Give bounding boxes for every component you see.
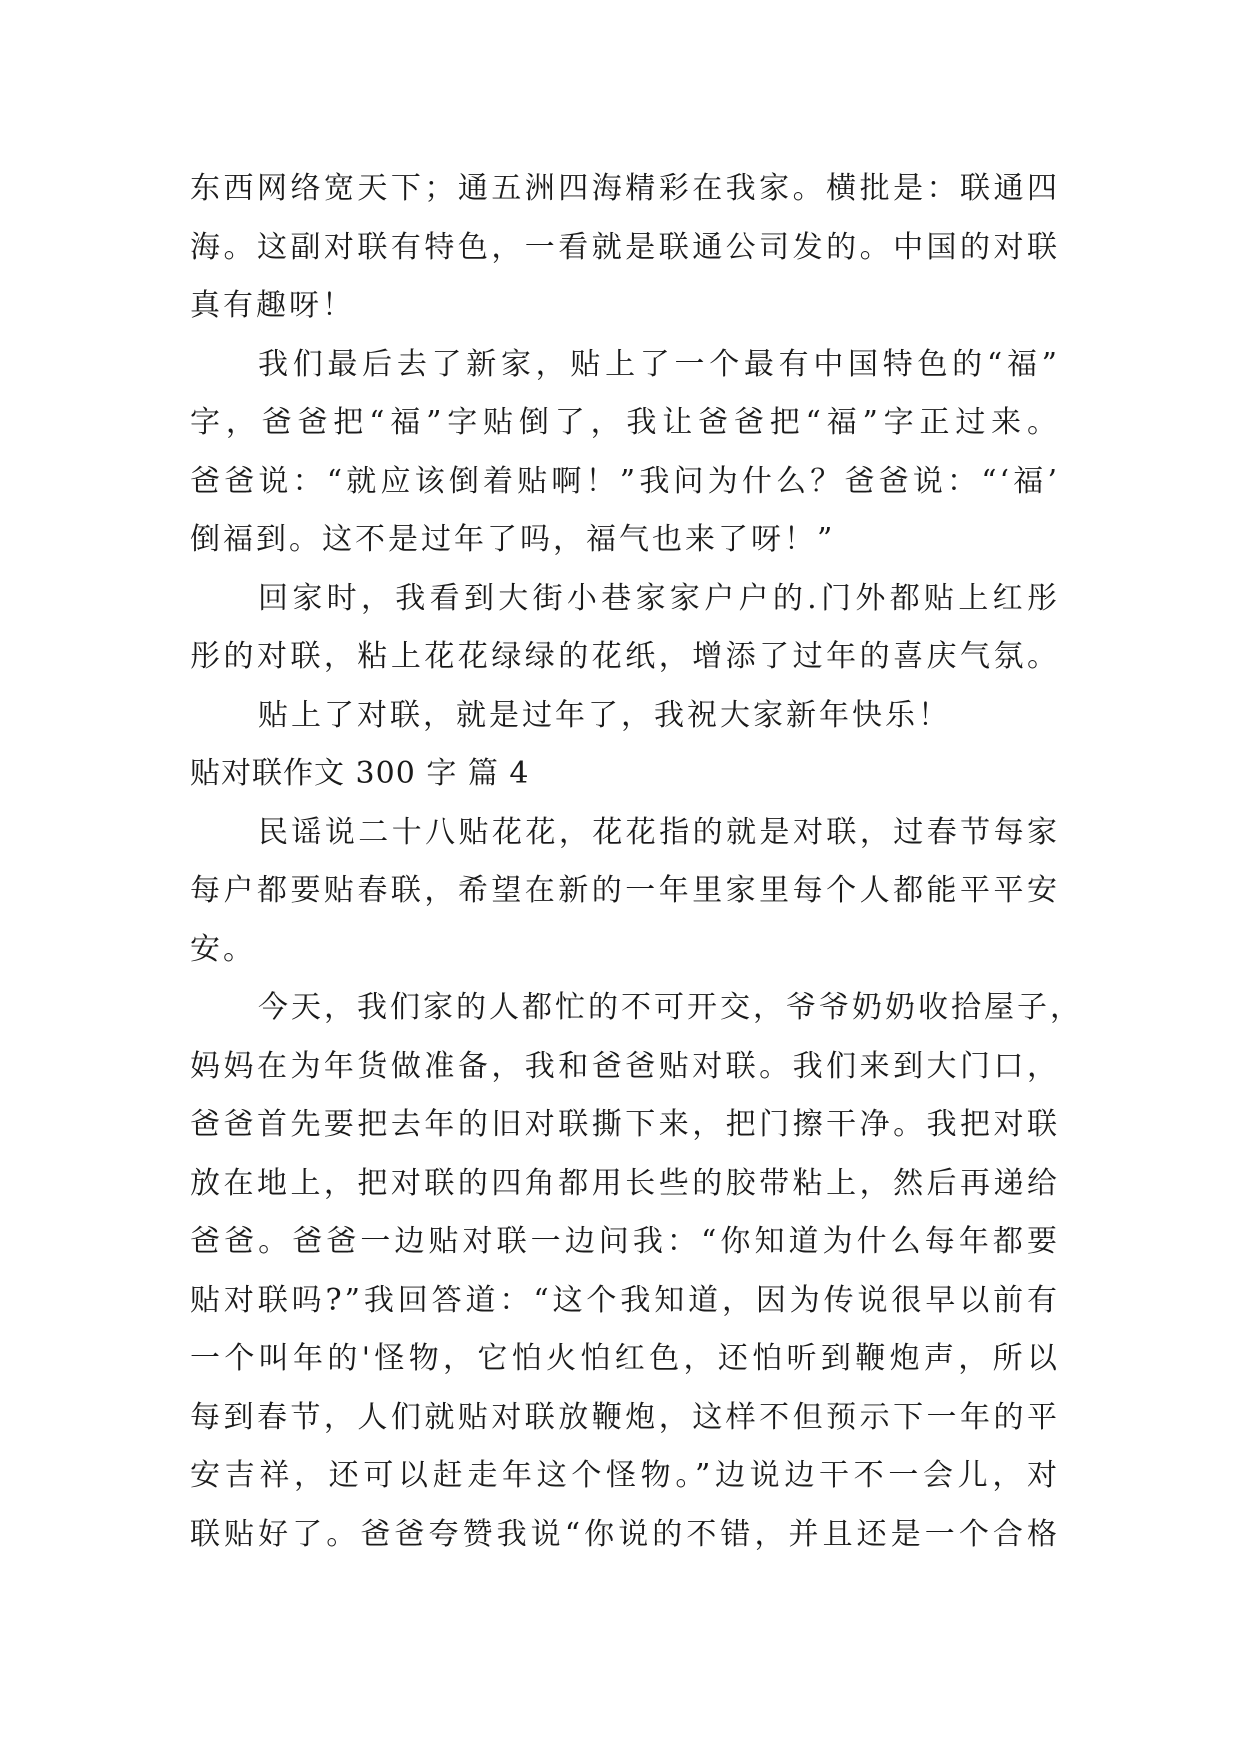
text-line: 今天，我们家的人都忙的不可开交，爷爷奶奶收拾屋子， xyxy=(258,990,1083,1025)
text-line: 字，爸爸把“福”字贴倒了，我让爸爸把“福”字正过来。 xyxy=(190,405,1060,440)
text-line: 一个叫年的'怪物，它怕火怕红色，还怕听到鞭炮声，所以 xyxy=(190,1341,1060,1376)
text-line: 安。 xyxy=(190,931,256,967)
text-line: 东西网络宽天下；通五洲四海精彩在我家。横批是：联通四 xyxy=(190,171,1060,206)
text-line: 我们最后去了新家，贴上了一个最有中国特色的“福” xyxy=(258,346,1060,382)
text-line: 真有趣呀！ xyxy=(190,288,355,323)
document-page xyxy=(190,160,1083,1564)
text-line: 民谣说二十八贴花花，花花指的就是对联，过春节每家 xyxy=(258,814,1060,850)
text-line: 妈妈在为年货做准备，我和爸爸贴对联。我们来到大门口， xyxy=(190,1048,1060,1084)
section-heading: 贴对联作文 300 字 篇 4 xyxy=(190,756,530,791)
text-line: 贴上了对联，就是过年了，我祝大家新年快乐！ xyxy=(258,697,951,733)
text-line: 安吉祥，还可以赶走年这个怪物。”边说边干不一会儿，对 xyxy=(190,1458,1060,1493)
text-line: 爸爸首先要把去年的旧对联撕下来，把门擦干净。我把对联 xyxy=(190,1107,1060,1142)
text-line: 海。这副对联有特色，一看就是联通公司发的。中国的对联 xyxy=(190,229,1060,265)
text-line: 联贴好了。爸爸夸赞我说“你说的不错，并且还是一个合格 xyxy=(190,1516,1060,1552)
text-line: 爸爸。爸爸一边贴对联一边问我：“你知道为什么每年都要 xyxy=(190,1224,1060,1259)
text-line: 每户都要贴春联，希望在新的一年里家里每个人都能平平安 xyxy=(190,873,1060,908)
text-line: 每到春节，人们就贴对联放鞭炮，这样不但预示下一年的平 xyxy=(190,1399,1060,1435)
text-line: 回家时，我看到大街小巷家家户户的.门外都贴上红彤 xyxy=(258,580,1060,616)
text-line: 贴对联吗?”我回答道：“这个我知道，因为传说很早以前有 xyxy=(190,1282,1060,1318)
text-line: 放在地上，把对联的四角都用长些的胶带粘上，然后再递给 xyxy=(190,1165,1060,1201)
text-line: 倒福到。这不是过年了吗，福气也来了呀！” xyxy=(190,522,836,557)
text-line: 爸爸说：“就应该倒着贴啊！”我问为什么？爸爸说：“‘福’ xyxy=(190,463,1060,499)
text-line: 彤的对联，粘上花花绿绿的花纸，增添了过年的喜庆气氛。 xyxy=(190,639,1060,674)
